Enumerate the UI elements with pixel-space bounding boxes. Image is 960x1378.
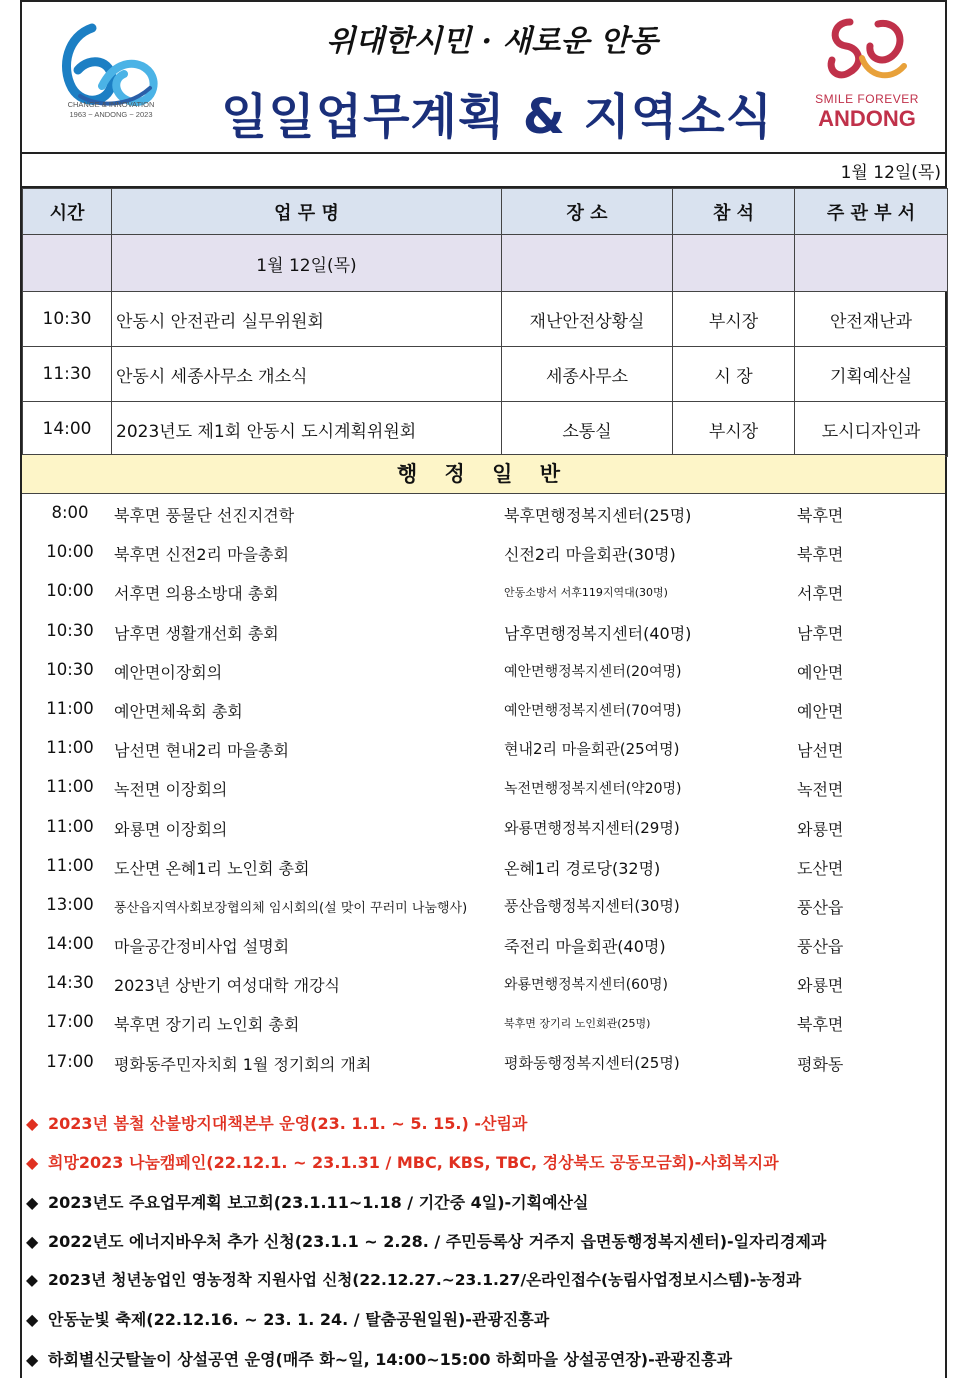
- item-title: 녹전면 이장회의: [114, 780, 228, 800]
- list-item: [22, 651, 945, 690]
- schedule-date-row: [23, 235, 948, 292]
- admin-schedule-list: [22, 494, 945, 1082]
- andong-brand-logo: [812, 14, 922, 94]
- item-place: 신전2리 마을회관(30명): [504, 545, 676, 565]
- diamond-bullet-icon: ◆: [26, 1271, 38, 1290]
- item-dept: 풍산읍: [797, 897, 844, 917]
- item-dept: 예안면: [797, 662, 844, 682]
- empty-cell: [23, 235, 112, 292]
- notice-item: [22, 1143, 945, 1182]
- notice-item: [22, 1261, 945, 1300]
- logo-tagline-line2: 1963 ~ ANDONG ~ 2023: [69, 110, 153, 119]
- row-title: 안동시 세종사무소 개소식: [112, 347, 502, 402]
- item-place: 온혜1리 경로당(32명): [504, 858, 661, 878]
- column-header-dept: 주 관 부 서: [795, 189, 948, 235]
- diamond-bullet-icon: ◆: [26, 1114, 39, 1133]
- item-place: 북후면 장기리 노인회관(25명): [504, 1017, 651, 1031]
- item-time: 14:00: [46, 934, 94, 954]
- item-place: 녹전면행정복지센터(약20명): [504, 781, 682, 798]
- item-time: 17:00: [46, 1012, 94, 1032]
- notice-item: [22, 1183, 945, 1222]
- item-dept: 남후면: [797, 623, 844, 643]
- table-row: [23, 292, 948, 347]
- row-place: 세종사무소: [502, 347, 673, 402]
- list-item: [22, 808, 945, 847]
- item-title: 북후면 장기리 노인회 총회: [114, 1015, 300, 1035]
- notice-text: 2023년 봄철 산불방지대책본부 운영(23. 1.1. ~ 5. 15.) -산림과: [48, 1114, 528, 1133]
- logo-tagline-line1: CHANGE & INNOVATION: [67, 100, 155, 109]
- column-header-place: 장 소: [502, 189, 673, 235]
- empty-cell: [502, 235, 673, 292]
- list-item: [22, 572, 945, 611]
- list-item: [22, 768, 945, 807]
- list-item: [22, 1043, 945, 1082]
- diamond-bullet-icon: ◆: [26, 1349, 39, 1369]
- item-title: 북후면 신전2리 마을총회: [114, 545, 289, 565]
- brand-tagline: SMILE FOREVER: [815, 92, 919, 106]
- notice-item: [22, 1104, 945, 1143]
- page-title: 일일업무계획 & 지역소식: [221, 89, 773, 145]
- item-time: 13:00: [46, 894, 94, 914]
- notice-text: 2022년도 에너지바우처 추가 신청(23.1.1 ~ 2.28. / 주민등록상 거주지 읍면동행정복지센터)-일자리경제과: [48, 1231, 827, 1251]
- item-title: 서후면 의용소방대 총회: [114, 584, 279, 604]
- item-dept: 녹전면: [797, 780, 844, 800]
- diamond-bullet-icon: ◆: [26, 1310, 39, 1330]
- item-dept: 북후면: [797, 1015, 844, 1035]
- date-bar: [22, 154, 945, 188]
- item-title: 와룡면 이장회의: [114, 819, 228, 839]
- item-title: 남선면 현내2리 마을총회: [114, 741, 289, 761]
- notice-list: [22, 1104, 945, 1378]
- item-dept: 와룡면: [797, 819, 844, 839]
- item-title: 남후면 생활개선회 총회: [114, 623, 279, 643]
- item-place: 안동소방서 서후119지역대(30명): [504, 586, 668, 600]
- item-place: 예안면행정복지센터(20여명): [504, 663, 682, 680]
- notice-text: 2023년도 주요업무계획 보고회(23.1.11~1.18 / 기간중 4일)-기획예산실: [48, 1192, 589, 1212]
- list-item: [22, 690, 945, 729]
- row-attendee: 시 장: [673, 347, 795, 402]
- list-item: [22, 925, 945, 964]
- list-item: [22, 1003, 945, 1042]
- row-place: 재난안전상황실: [502, 292, 673, 347]
- notice-text: 2023년 청년농업인 영농정착 지원사업 신청(22.12.27.~23.1.27/온라인접수(농림사업정보시스템)-농정과: [48, 1271, 802, 1290]
- item-time: 11:00: [46, 777, 94, 797]
- column-header-attendee: 참 석: [673, 189, 795, 235]
- item-place: 평화동행정복지센터(25명): [504, 1053, 680, 1072]
- item-time: 10:00: [46, 542, 94, 562]
- row-dept: 도시디자인과: [795, 402, 948, 457]
- schedule-table: [22, 188, 948, 457]
- item-title: 예안면이장회의: [114, 662, 223, 682]
- item-time: 11:00: [46, 855, 94, 875]
- item-title: 2023년 상반기 여성대학 개강식: [114, 976, 340, 996]
- schedule-date: 1월 12일(목): [112, 235, 502, 292]
- item-title: 도산면 온혜1리 노인회 총회: [114, 858, 310, 878]
- list-item: [22, 847, 945, 886]
- item-time: 10:30: [46, 620, 94, 640]
- document-page: [20, 0, 947, 1378]
- list-item: [22, 612, 945, 651]
- list-item: [22, 533, 945, 572]
- row-title: 안동시 안전관리 실무위원회: [112, 292, 502, 347]
- diamond-bullet-icon: ◆: [26, 1153, 39, 1173]
- brand-name: ANDONG: [818, 106, 916, 131]
- logo-tagline: [36, 100, 186, 120]
- item-dept: 평화동: [797, 1054, 844, 1074]
- item-time: 14:30: [46, 973, 94, 993]
- item-dept: 북후면: [797, 545, 844, 565]
- item-time: 8:00: [51, 503, 89, 522]
- table-row: [23, 347, 948, 402]
- item-title: 북후면 풍물단 선진지견학: [114, 506, 295, 525]
- item-place: 죽전리 마을회관(40명): [504, 937, 666, 957]
- list-item: [22, 494, 945, 533]
- item-time: 10:30: [46, 659, 94, 679]
- column-header-title: 업 무 명: [112, 189, 502, 235]
- diamond-bullet-icon: ◆: [26, 1231, 39, 1251]
- item-dept: 서후면: [797, 584, 844, 604]
- admin-section-title: 행 정 일 반: [22, 454, 945, 494]
- list-item: [22, 886, 945, 925]
- row-time: 10:30: [23, 292, 112, 347]
- item-place: 와룡면행정복지센터(60명): [504, 977, 668, 994]
- table-row: [23, 402, 948, 457]
- item-title: 마을공간정비사업 설명회: [114, 937, 290, 957]
- diamond-bullet-icon: ◆: [26, 1192, 39, 1212]
- row-attendee: 부시장: [673, 292, 795, 347]
- report-date: 1월 12일(목): [840, 163, 941, 183]
- notice-text: 안동눈빛 축제(22.12.16. ~ 23. 1. 24. / 탈춤공원일원)-관광진흥과: [48, 1310, 550, 1330]
- item-dept: 예안면: [797, 701, 844, 721]
- item-dept: 와룡면: [797, 976, 844, 996]
- list-item: [22, 729, 945, 768]
- column-header-time: 시간: [23, 189, 112, 235]
- item-dept: 북후면: [797, 506, 844, 525]
- empty-cell: [795, 235, 948, 292]
- item-place: 현내2리 마을회관(25여명): [504, 740, 680, 759]
- list-item: [22, 964, 945, 1003]
- item-dept: 풍산읍: [797, 937, 844, 957]
- item-time: 11:00: [46, 738, 94, 758]
- notice-text: 희망2023 나눔캠페인(22.12.1. ~ 23.1.31 / MBC, KBS, TBC, 경상북도 공동모금회)-사회복지과: [48, 1153, 779, 1173]
- item-time: 10:00: [46, 581, 94, 601]
- item-place: 와룡면행정복지센터(29명): [504, 818, 680, 837]
- page-header: [22, 2, 945, 154]
- row-place: 소통실: [502, 402, 673, 457]
- notice-text: 하회별신굿탈놀이 상설공연 운영(매주 화~일, 14:00~15:00 하회마을 상설공연장)-관광진흥과: [48, 1349, 733, 1369]
- item-time: 11:00: [46, 816, 94, 836]
- item-title: 풍산읍지역사회보장협의체 임시회의(설 맞이 꾸러미 나눔행사): [114, 900, 468, 916]
- row-attendee: 부시장: [673, 402, 795, 457]
- city-slogan: 위대한시민 · 새로운 안동: [326, 24, 658, 59]
- item-place: 풍산읍행정복지센터(30명): [504, 896, 680, 915]
- item-time: 17:00: [46, 1051, 94, 1071]
- schedule-header-row: [23, 189, 948, 235]
- row-title: 2023년도 제1회 안동시 도시계획위원회: [112, 402, 502, 457]
- notice-item: [22, 1300, 945, 1339]
- item-title: 평화동주민자치회 1월 정기회의 개최: [114, 1054, 372, 1074]
- row-time: 11:30: [23, 347, 112, 402]
- empty-cell: [673, 235, 795, 292]
- item-time: 11:00: [46, 698, 94, 718]
- item-place: 북후면행정복지센터(25명): [504, 506, 692, 525]
- item-dept: 남선면: [797, 741, 844, 761]
- row-time: 14:00: [23, 402, 112, 457]
- item-dept: 도산면: [797, 858, 844, 878]
- notice-item: [22, 1222, 945, 1261]
- row-dept: 기획예산실: [795, 347, 948, 402]
- item-place: 예안면행정복지센터(70여명): [504, 702, 682, 719]
- row-dept: 안전재난과: [795, 292, 948, 347]
- item-title: 예안면체육회 총회: [114, 701, 243, 721]
- item-place: 남후면행정복지센터(40명): [504, 623, 692, 643]
- notice-item: [22, 1340, 945, 1378]
